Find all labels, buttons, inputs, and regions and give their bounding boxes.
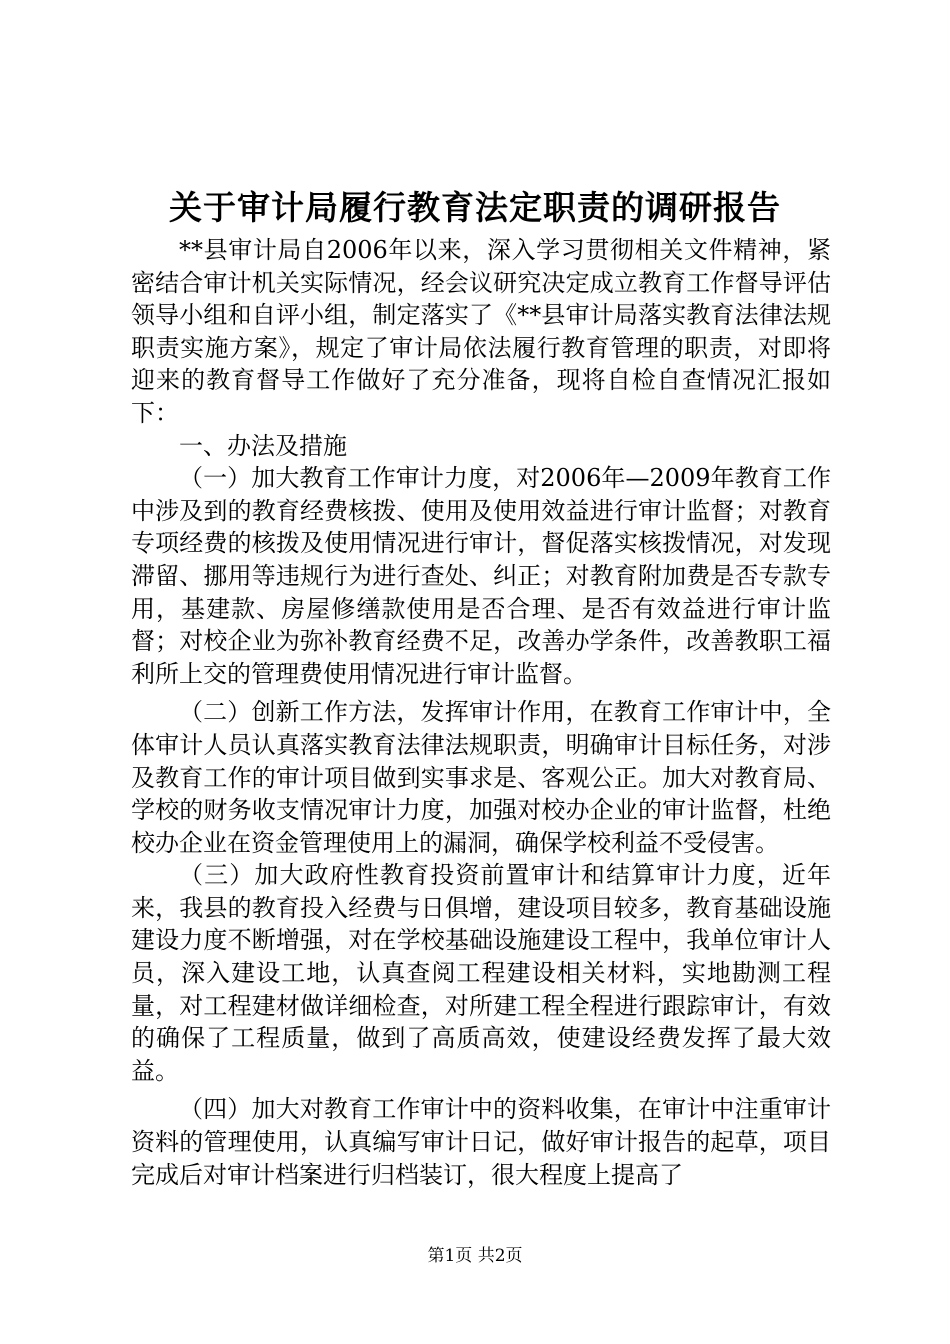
paragraph-measure-4: （四）加大对教育工作审计中的资料收集，在审计中注重审计资料的管理使用，认真编写审计日记，做好审计报告的起草，项目完成后对审计档案进行归档装订，很大程度上提高了 bbox=[131, 1095, 831, 1189]
page-number-footer: 第1页 共2页 bbox=[427, 1246, 523, 1266]
paragraph-measure-2: （二）创新工作方法，发挥审计作用，在教育工作审计中，全体审计人员认真落实教育法律法规职责，明确审计目标任务，对涉及教育工作的审计项目做到实事求是、客观公正。加大对教育局、学校的财务收支情况审计力度，加强对校办企业的审计监督，杜绝校办企业在资金管理使用上的漏洞，确保学校利益不受侵害。 bbox=[131, 698, 831, 857]
intro-paragraph: **县审计局自2006年以来，深入学习贯彻相关文件精神，紧密结合审计机关实际情况，经会议研究决定成立教育工作督导评估领导小组和自评小组，制定落实了《**县审计局落实教育法律法规职责实施方案》，规定了审计局依法履行教育管理的职责，对即将迎来的教育督导工作做好了充分准备，现将自检自查情况汇报如下： bbox=[131, 236, 831, 427]
paragraph-measure-1: （一）加大教育工作审计力度，对2006年—2009年教育工作中涉及到的教育经费核拨、使用及使用效益进行审计监督；对教育专项经费的核拨及使用情况进行审计，督促落实核拨情况，对发现滞留、挪用等违规行为进行查处、纠正；对教育附加费是否专款专用，基建款、房屋修缮款使用是否合理、是否有效益进行审计监督；对校企业为弥补教育经费不足，改善办学条件，改善教职工福利所上交的管理费使用情况进行审计监督。 bbox=[131, 464, 831, 688]
document-body bbox=[131, 234, 831, 1191]
paragraph-measure-3: （三）加大政府性教育投资前置审计和结算审计力度，近年来，我县的教育投入经费与日俱增，建设项目较多，教育基础设施建设力度不断增强，对在学校基础设施建设工程中，我单位审计人员，深入建设工地，认真查阅工程建设相关材料，实地勘测工程量，对工程建材做详细检查，对所建工程全程进行跟踪审计，有效的确保了工程质量，做到了高质高效，使建设经费发挥了最大效益。 bbox=[131, 861, 831, 1085]
document-title: 关于审计局履行教育法定职责的调研报告 bbox=[169, 188, 781, 227]
section-heading: 一、办法及措施 bbox=[179, 431, 347, 460]
